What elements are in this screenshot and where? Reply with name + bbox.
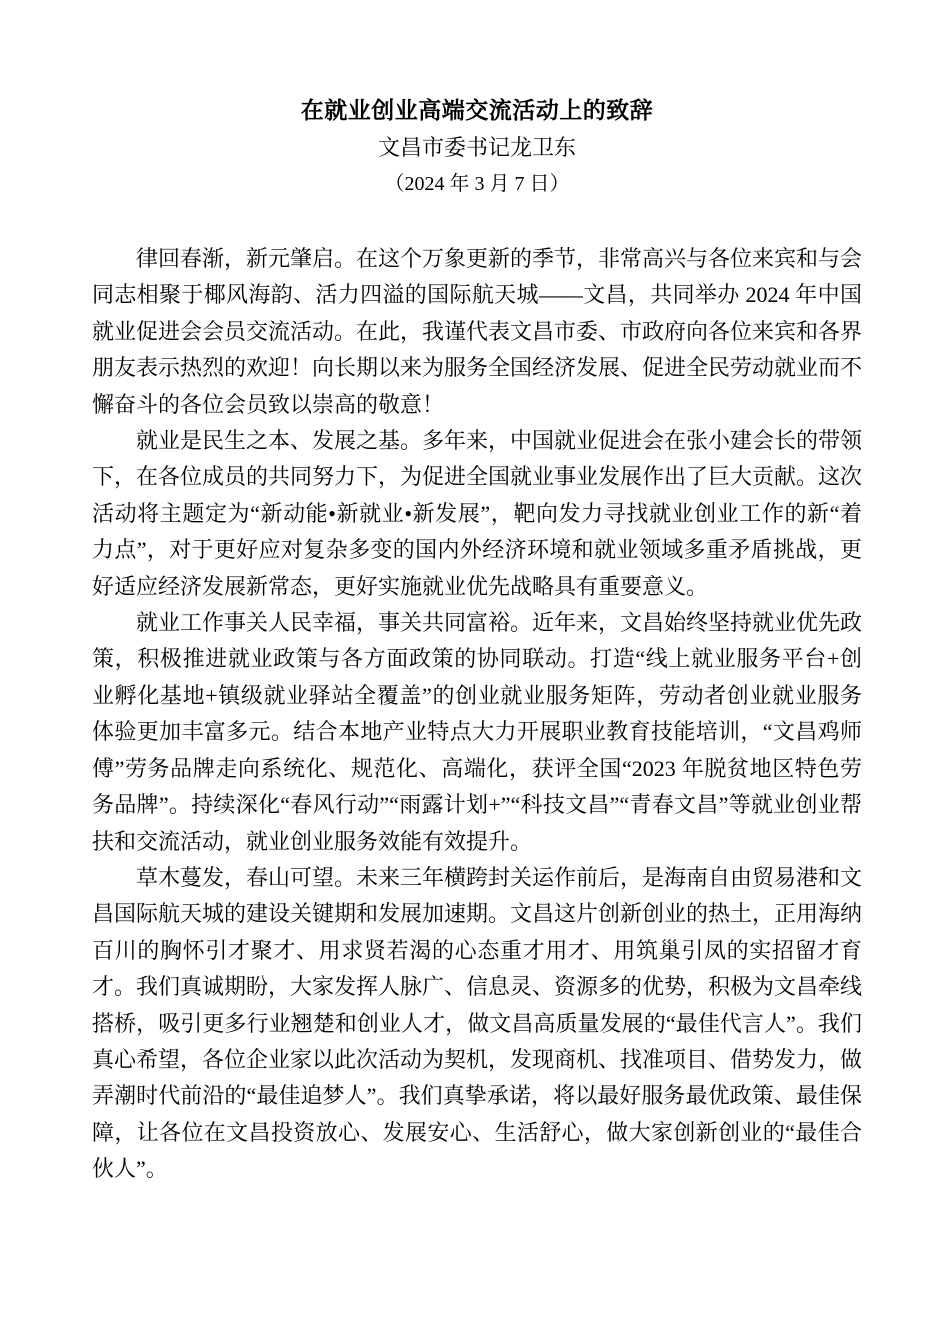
document-date: （2024 年 3 月 7 日） <box>384 173 570 195</box>
paragraph-employment-theme: 就业是民生之本、发展之基。多年来，中国就业促进会在张小建会长的带领下，在各位成员的共同努力下，为促进全国就业事业发展作出了巨大贡献。这次活动将主题定为“新动能•新就业•新发展”，靶向发力寻找就业创业工作的新“着力点”，对于更好应对复杂多变的国内外经济环境和就业领域多重矛盾挑战，更好适应经济发展新常态，更好实施就业优先战略具有重要意义。 <box>92 428 863 599</box>
paragraph-future-outlook: 草木蔓发，春山可望。未来三年横跨封关运作前后，是海南自由贸易港和文昌国际航天城的建设关键期和发展加速期。文昌这片创新创业的热土，正用海纳百川的胸怀引才聚才、用求贤若渴的心态重才用才、用筑巢引凤的实招留才育才。我们真诚期盼，大家发挥人脉广、信息灵、资源多的优势，积极为文昌牵线搭桥，吸引更多行业翘楚和创业人才，做文昌高质量发展的“最佳代言人”。我们真心希望，各位企业家以此次活动为契机，发现商机、找准项目、借势发力，做弄潮时代前沿的“最佳追梦人”。我们真挚承诺，将以最好服务最优政策、最佳保障，让各位在文昌投资放心、发展安心、生活舒心，做大家创新创业的“最佳合伙人”。 <box>92 864 863 1182</box>
document-body <box>92 241 862 1188</box>
paragraph-local-achievements: 就业工作事关人民幸福，事关共同富裕。近年来，文昌始终坚持就业优先政策，积极推进就业政策与各方面政策的协同联动。打造“线上就业服务平台+创业孵化基地+镇级就业驿站全覆盖”的创业就业服务矩阵，劳动者创业就业服务体验更加丰富多元。结合本地产业特点大力开展职业教育技能培训，“文昌鸡师傅”劳务品牌走向系统化、规范化、高端化，获评全国“2023 年脱贫地区特色劳务品牌”。持续深化“春风行动”“雨露计划+”“科技文昌”“青春文昌”等就业创业帮扶和交流活动，就业创业服务效能有效提升。 <box>92 610 863 854</box>
document-title: 在就业创业高端交流活动上的致辞 <box>300 98 654 123</box>
paragraph-greeting: 律回春渐，新元肇启。在这个万象更新的季节，非常高兴与各位来宾和与会同志相聚于椰风海韵、活力四溢的国际航天城——文昌，共同举办 2024 年中国就业促进会会员交流活动。在此，我谨代表文昌市委、市政府向各位来宾和各界朋友表示热烈的欢迎！向长期以来为服务全国经济发展、促进全民劳动就业而不懈奋斗的各位会员致以崇高的敬意！ <box>92 246 863 417</box>
document-author: 文昌市委书记龙卫东 <box>377 135 576 160</box>
